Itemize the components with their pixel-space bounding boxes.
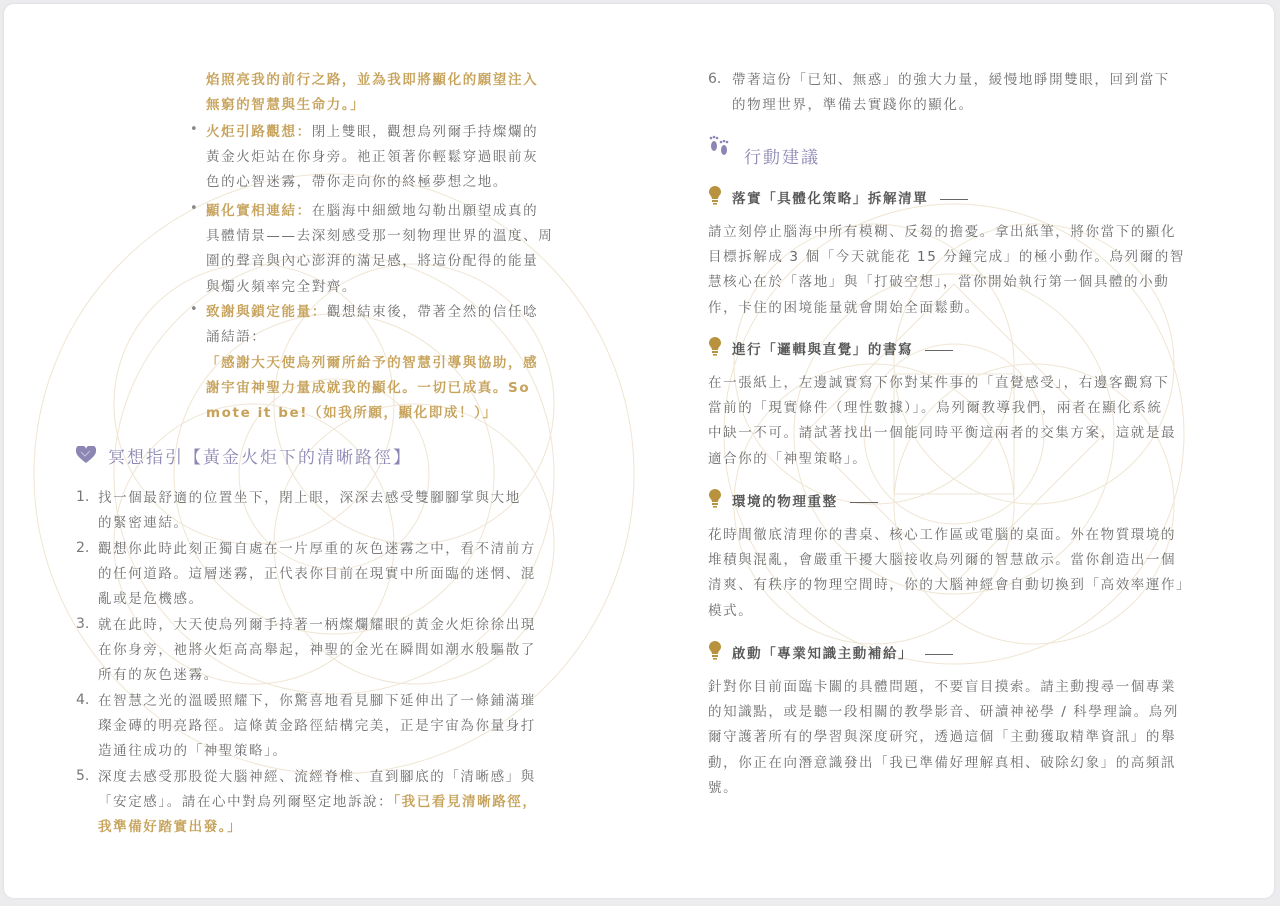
subsection-line: 花時間徹底清理你的書桌、核心工作區或電腦的桌面。外在物質環境的	[708, 527, 1177, 543]
step-line: 就在此時，大天使烏列爾手持著一柄燦爛耀眼的黃金火炬徐徐出現	[98, 617, 536, 633]
bullet-dot: •	[190, 122, 198, 137]
step-line: 深度去感受那股從大腦神經、流經脊椎、直到腳底的「清晰感」與	[98, 769, 536, 785]
subsection-line: 作，卡住的困境能量就會開始全面鬆動。	[708, 299, 980, 316]
step-number: 3.	[76, 616, 90, 632]
lightbulb-icon	[708, 186, 722, 209]
step-line: 的緊密連結。	[98, 515, 189, 532]
title-dash	[850, 502, 878, 503]
step-affirmation-line: 我準備好踏實出發。」	[98, 819, 243, 836]
bullet-line: 圍的聲音與內心澎湃的滿足感，將這份配得的能量	[206, 253, 539, 270]
subsection-title-text: 落實「具體化策略」拆解清單	[732, 191, 929, 207]
step-line: 的任何道路。這層迷霧，正代表你目前在現實中所面臨的迷惘、混	[98, 566, 536, 583]
bullet-line: 具體情景——去深刻感受那一刻物理世界的溫度、周	[206, 228, 554, 245]
step-affirmation: 「我已看見清晰路徑，	[393, 794, 538, 811]
subsection-line: 清爽、有秩序的物理空間時，你的大腦神經會自動切換到「高效率運作」	[708, 577, 1192, 594]
bullet-line-row	[206, 199, 538, 224]
subsection-line: 當前的「現實條件（理性數據）」。烏列爾教導我們，兩者在顯化系統	[708, 400, 1163, 417]
subsection-line: 針對你目前面臨卡關的具體問題，不要盲目摸索。請主動搜尋一個專業	[708, 679, 1177, 695]
bullet-line: 誦結語：	[206, 329, 267, 346]
title-dash	[925, 654, 953, 655]
step-line: 在你身旁，祂將火炬高高舉起，神聖的金光在瞬間如潮水般驅散了	[98, 642, 536, 659]
step-number: 6.	[708, 71, 722, 87]
step-line: 所有的灰色迷霧。	[98, 667, 219, 684]
section-title-actions: 行動建議	[744, 148, 820, 168]
subsection-line: 慧核心在於「落地」與「打破空想」，當你開始執行第一個具體的小動	[708, 274, 1170, 291]
bullet-line-row	[206, 120, 538, 145]
subsection-line: 請立刻停止腦海中所有模糊、反芻的擔憂。拿出紙筆，將你當下的顯化	[708, 224, 1177, 240]
lightbulb-icon	[708, 337, 722, 360]
book-spread	[4, 4, 1274, 898]
closing-quote-line: mote it be!（如我所願，顯化即成！）」	[206, 405, 498, 422]
intro-line: 焰照亮我的前行之路，並為我即將顯化的願望注入	[206, 72, 539, 88]
lightbulb-icon	[708, 489, 722, 512]
subsection-title-text: 進行「邏輯與直覺」的書寫	[732, 342, 914, 358]
step-text: 「安定感」。請在心中對烏列爾堅定地訴說：	[98, 794, 394, 811]
subsection-title	[732, 187, 968, 207]
bullet-label: 火炬引路觀想：	[206, 124, 312, 140]
step-number: 4.	[76, 692, 90, 708]
subsection-line: 堆積與混亂，會嚴重干擾大腦接收烏列爾的智慧啟示。當你創造出一個	[708, 552, 1177, 569]
subsection-line: 號。	[708, 779, 739, 796]
subsection-line: 在一張紙上，左邊誠實寫下你對某件事的「直覺感受」，右邊客觀寫下	[708, 375, 1170, 391]
heart-icon	[76, 446, 96, 468]
subsection-line: 中缺一不可。請試著找出一個能同時平衡這兩者的交集方案，這就是最	[708, 425, 1177, 442]
step-number: 5.	[76, 768, 90, 784]
subsection-title-text: 啟動「專業知識主動補給」	[732, 646, 914, 662]
subsection-title	[732, 490, 878, 510]
subsection-line: 適合你的「神聖策略」。	[708, 450, 868, 467]
subsection-title	[732, 642, 953, 662]
bullet-line: 與燭火頻率完全對齊。	[206, 278, 357, 295]
closing-quote-line: 「感謝大天使烏列爾所給予的智慧引導與協助，感	[206, 355, 539, 371]
bullet-dot: •	[190, 201, 198, 216]
step-line: 找一個最舒適的位置坐下，閉上眼，深深去感受雙腳腳掌與大地	[98, 490, 521, 506]
bullet-text: 在腦海中細緻地勾勒出願望成真的	[311, 203, 539, 219]
subsection-title	[732, 338, 953, 358]
bullet-text: 觀想結束後，帶著全然的信任唸	[326, 304, 539, 320]
intro-line: 無窮的智慧與生命力。」	[206, 97, 366, 114]
step-number: 2.	[76, 540, 90, 556]
step-line: 觀想你此時此刻正獨自處在一片厚重的灰色迷霧之中，看不清前方	[98, 541, 536, 557]
step-line: 亂或是危機感。	[98, 591, 204, 608]
title-dash	[925, 350, 953, 351]
bullet-line-row	[206, 300, 538, 325]
bullet-text: 閉上雙眼，觀想烏列爾手持燦爛的	[311, 124, 539, 140]
bullet-line: 黃金火炬站在你身旁。祂正領著你輕鬆穿過眼前灰	[206, 149, 539, 166]
step-line: 璨金磚的明亮路徑。這條黃金路徑結構完美，正是宇宙為你量身打	[98, 718, 536, 735]
bullet-dot: •	[190, 302, 198, 317]
bullet-label: 顯化實相連結：	[206, 203, 312, 219]
lightbulb-icon	[708, 641, 722, 664]
step-line: 帶著這份「已知、無惑」的強大力量，緩慢地睜開雙眼，回到當下	[732, 72, 1170, 88]
subsection-line: 模式。	[708, 602, 754, 619]
closing-quote-line: 謝宇宙神聖力量成就我的顯化。一切已成真。So	[206, 380, 531, 397]
step-line: 造通往成功的「神聖策略」。	[98, 743, 288, 760]
subsection-line: 爾守護著所有的學習與深度研究，透過這個「主動獲取精準資訊」的舉	[708, 729, 1177, 746]
footprints-icon	[708, 135, 730, 161]
subsection-line: 目標拆解成 3 個「今天就能花 15 分鐘完成」的極小動作。烏列爾的智	[708, 249, 1185, 266]
title-dash	[940, 199, 968, 200]
subsection-title-text: 環境的物理重整	[732, 494, 838, 510]
bullet-label: 致謝與鎖定能量：	[206, 304, 327, 320]
subsection-line: 動，你正在向潛意識發出「我已準備好理解真相、破除幻象」的高頻訊	[708, 754, 1177, 771]
step-line-row	[98, 790, 538, 815]
step-line: 的物理世界，準備去實踐你的顯化。	[732, 97, 974, 114]
bullet-line: 色的心智迷霧，帶你走向你的終極夢想之地。	[206, 174, 508, 191]
section-title-meditation: 冥想指引【黃金火炬下的清晰路徑】	[108, 448, 412, 468]
subsection-line: 的知識點，或是聽一段相關的教學影音、研讀神祕學 / 科學理論。烏列	[708, 704, 1179, 721]
step-line: 在智慧之光的溫暖照耀下，你驚喜地看見腳下延伸出了一條鋪滿璀	[98, 693, 536, 709]
step-number: 1.	[76, 489, 90, 505]
